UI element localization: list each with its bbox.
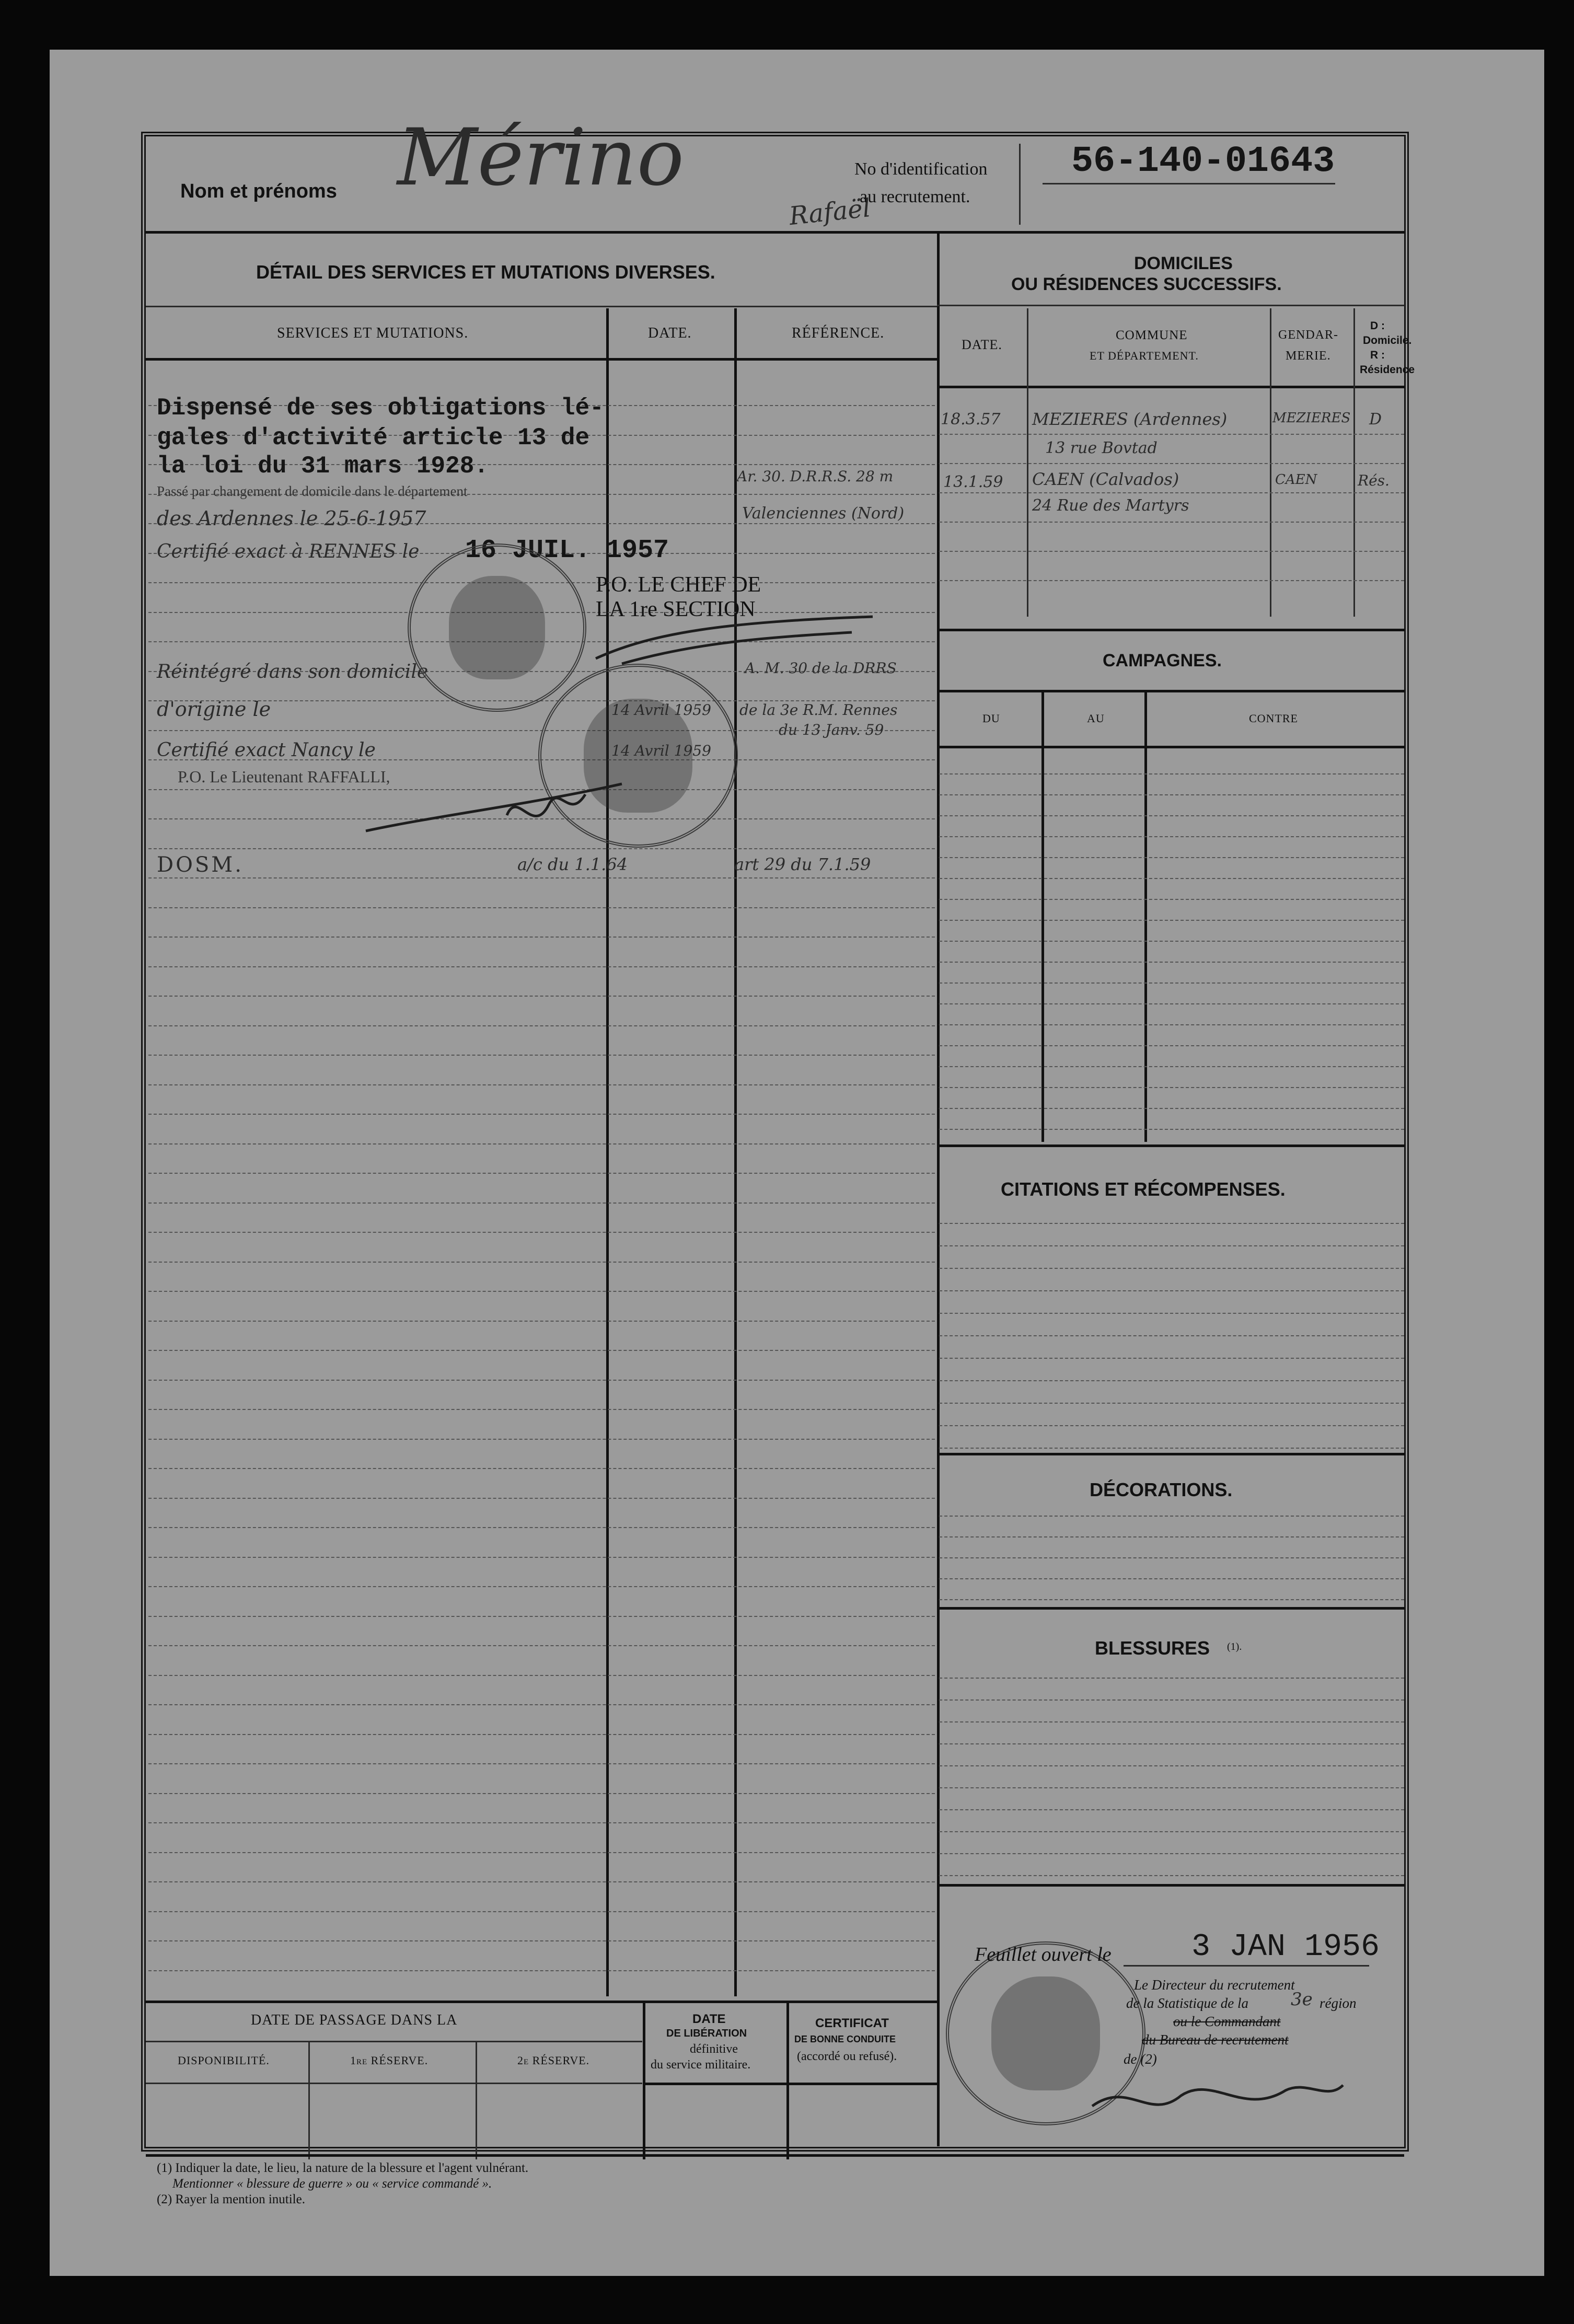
dosm-date: a/c du 1.1.64 bbox=[517, 854, 628, 874]
passe-line: Passé par changement de domicile dans le département bbox=[157, 483, 468, 499]
dom-col-commune-2: ET DÉPARTEMENT. bbox=[1090, 349, 1199, 362]
directeur-line-4: du Bureau de recrutement bbox=[1142, 2032, 1289, 2048]
ruled-line bbox=[939, 434, 1404, 435]
id-label-1: No d'identification bbox=[854, 159, 988, 179]
feuillet-date-underline bbox=[1124, 1965, 1369, 1967]
ruled-line bbox=[148, 1498, 935, 1499]
ruled-line bbox=[939, 1003, 1404, 1004]
id-underline bbox=[1043, 183, 1335, 184]
col-services: SERVICES ET MUTATIONS. bbox=[277, 325, 469, 341]
ruled-line bbox=[939, 1853, 1404, 1854]
ruled-line bbox=[939, 1809, 1404, 1810]
ruled-line bbox=[939, 1087, 1404, 1088]
ruled-line bbox=[939, 580, 1404, 581]
certificat-line-1: CERTIFICAT bbox=[815, 2016, 889, 2030]
feuillet-label: Feuillet ouvert le bbox=[975, 1944, 1112, 1965]
ruled-line bbox=[148, 1380, 935, 1381]
bottom-table-bottom-rule bbox=[146, 2154, 1404, 2157]
ruled-line bbox=[939, 899, 1404, 900]
date-avril-2: 14 Avril 1959 bbox=[611, 742, 711, 759]
liberation-header-rule bbox=[643, 2083, 937, 2085]
ruled-line bbox=[148, 877, 935, 878]
dom-r2-d: Rés. bbox=[1358, 472, 1390, 489]
ruled-line bbox=[939, 1335, 1404, 1336]
directeur-line-5: de (2) bbox=[1124, 2051, 1157, 2067]
camp-col-au: AU bbox=[1087, 712, 1105, 725]
ruled-line bbox=[148, 1291, 935, 1292]
ruled-line bbox=[148, 1203, 935, 1204]
feuillet-top-rule bbox=[937, 1884, 1405, 1887]
ruled-line bbox=[939, 1557, 1404, 1558]
services-title: DÉTAIL DES SERVICES ET MUTATIONS DIVERSES. bbox=[256, 261, 715, 283]
ruled-line bbox=[148, 1852, 935, 1853]
rennes-date-stamp: 16 JUIL. 1957 bbox=[465, 536, 669, 565]
ruled-line bbox=[939, 1066, 1404, 1067]
camp-col-line-2 bbox=[1144, 692, 1147, 1142]
col-disponibilite: DISPONIBILITÉ. bbox=[178, 2054, 270, 2067]
chef-line-2: LA 1re SECTION bbox=[596, 597, 756, 621]
dom-col-d-4: Résidence bbox=[1360, 364, 1415, 376]
campagnes-title-rule bbox=[937, 690, 1405, 692]
nom-label: Nom et prénoms bbox=[180, 180, 337, 202]
dom-r1-date: 18.3.57 bbox=[941, 410, 1001, 429]
bottom-col-line-4 bbox=[476, 2041, 477, 2159]
decorations-title: DÉCORATIONS. bbox=[1090, 1479, 1233, 1500]
ruled-line bbox=[148, 1262, 935, 1263]
ruled-line bbox=[148, 1173, 935, 1174]
bottom-table-top-rule bbox=[146, 2001, 937, 2003]
dosm-entry: DOSM. bbox=[157, 853, 244, 877]
directeur-line-3: ou le Commandant bbox=[1173, 2014, 1281, 2029]
ruled-line bbox=[939, 1313, 1404, 1314]
ruled-line bbox=[148, 1911, 935, 1912]
ruled-line bbox=[939, 1765, 1404, 1766]
domiciles-title-rule bbox=[937, 305, 1405, 306]
ruled-line bbox=[939, 962, 1404, 963]
ruled-line bbox=[939, 1290, 1404, 1291]
ref-entry-5: du 13 Janv. 59 bbox=[779, 721, 884, 738]
ruled-line bbox=[939, 773, 1404, 774]
ruled-line bbox=[148, 1084, 935, 1085]
camp-col-du: DU bbox=[982, 712, 1000, 725]
blessures-note-ref: (1). bbox=[1227, 1641, 1242, 1652]
ruled-line bbox=[939, 794, 1404, 795]
services-header-rule bbox=[146, 358, 937, 361]
service-line-1: Dispensé de ses obligations lé- bbox=[157, 395, 604, 422]
ruled-line bbox=[939, 1743, 1404, 1744]
ruled-line bbox=[148, 1586, 935, 1587]
ruled-line bbox=[939, 492, 1404, 493]
date-avril-1: 14 Avril 1959 bbox=[611, 701, 711, 719]
ruled-line bbox=[939, 1380, 1404, 1381]
ruled-line bbox=[148, 1557, 935, 1558]
ruled-line bbox=[148, 1734, 935, 1735]
campagnes-header-rule bbox=[937, 746, 1405, 748]
domiciles-title-1: DOMICILES bbox=[1134, 253, 1233, 273]
dom-r2-date: 13.1.59 bbox=[943, 473, 1003, 491]
main-divider bbox=[937, 234, 940, 2146]
ruled-line bbox=[148, 1527, 935, 1528]
ruled-line bbox=[148, 1970, 935, 1971]
liberation-line-3: définitive bbox=[690, 2042, 738, 2056]
bottom-col-line-1 bbox=[643, 2003, 645, 2159]
ruled-line bbox=[148, 1232, 935, 1233]
ruled-line bbox=[939, 1721, 1404, 1722]
dom-col-d-1: D : bbox=[1370, 320, 1385, 332]
service-line-2: gales d'activité article 13 de bbox=[157, 424, 590, 452]
ruled-line bbox=[148, 1321, 935, 1322]
dom-r1-commune: MEZIERES (Ardennes) bbox=[1032, 409, 1228, 429]
ruled-line bbox=[939, 982, 1404, 984]
liberation-line-1: DATE bbox=[692, 2012, 726, 2026]
ruled-line bbox=[148, 1055, 935, 1056]
ardennes-entry: des Ardennes le 25-6-1957 bbox=[157, 507, 426, 530]
ruled-line bbox=[939, 551, 1404, 552]
ruled-line bbox=[939, 522, 1404, 523]
first-name: Rafaël bbox=[788, 193, 872, 231]
dom-r1-gendarmerie: MEZIERES bbox=[1272, 410, 1351, 426]
dom-col-commune-1: COMMUNE bbox=[1116, 328, 1188, 342]
bottom-col-line-3 bbox=[308, 2041, 310, 2159]
directeur-line-2: de la Statistique de la bbox=[1126, 1995, 1248, 2011]
ruled-line bbox=[148, 1616, 935, 1617]
ruled-line bbox=[148, 1881, 935, 1882]
ruled-line bbox=[939, 941, 1404, 942]
reserve-header-rule bbox=[146, 2083, 642, 2084]
blessures-title: BLESSURES bbox=[1095, 1637, 1210, 1659]
col-date: DATE. bbox=[648, 325, 692, 341]
ruled-line bbox=[939, 857, 1404, 858]
ruled-line bbox=[939, 920, 1404, 921]
certifie-nancy: Certifié exact Nancy le bbox=[157, 739, 376, 761]
ruled-line bbox=[939, 1516, 1404, 1517]
ruled-line bbox=[148, 936, 935, 938]
ruled-line bbox=[939, 836, 1404, 837]
ruled-line bbox=[939, 463, 1404, 464]
ruled-line bbox=[939, 1045, 1404, 1046]
camp-col-contre: CONTRE bbox=[1249, 712, 1298, 725]
ruled-line bbox=[148, 1409, 935, 1410]
ruled-line bbox=[148, 1350, 935, 1351]
feuillet-date: 3 JAN 1956 bbox=[1191, 1929, 1380, 1965]
ruled-line bbox=[148, 1468, 935, 1469]
signature-scribble-2 bbox=[361, 773, 632, 841]
domiciles-title-2: OU RÉSIDENCES SUCCESSIFS. bbox=[1011, 274, 1282, 294]
ruled-line bbox=[939, 1425, 1404, 1426]
dom-col-d-3: R : bbox=[1370, 349, 1385, 361]
id-number: 56-140-01643 bbox=[1071, 141, 1335, 182]
footnote-3: (2) Rayer la mention inutile. bbox=[157, 2192, 305, 2206]
chef-line-1: P.O. LE CHEF DE bbox=[596, 573, 761, 597]
directeur-line-1: Le Directeur du recrutement bbox=[1134, 1977, 1295, 1993]
ruled-line bbox=[939, 1268, 1404, 1269]
dom-r2-gendarmerie: CAEN bbox=[1275, 472, 1317, 488]
ruled-line bbox=[148, 907, 935, 908]
ruled-line bbox=[148, 1025, 935, 1026]
ruled-line bbox=[939, 1599, 1404, 1600]
certifie-rennes: Certifié exact à RENNES le bbox=[157, 541, 420, 562]
ruled-line bbox=[148, 1645, 935, 1646]
ruled-line bbox=[939, 1787, 1404, 1788]
dom-r2-address: 24 Rue des Martyrs bbox=[1032, 496, 1189, 515]
ruled-line bbox=[939, 878, 1404, 879]
ruled-line bbox=[939, 1129, 1404, 1130]
lieutenant-signature-line: P.O. Le Lieutenant RAFFALLI, bbox=[178, 767, 390, 786]
ruled-line bbox=[939, 1536, 1404, 1537]
dom-col-date: DATE. bbox=[962, 337, 1002, 352]
services-title-rule bbox=[146, 306, 937, 307]
ruled-line bbox=[939, 1831, 1404, 1832]
camp-col-line-1 bbox=[1041, 692, 1044, 1142]
ruled-line bbox=[939, 1223, 1404, 1224]
footnote-1: (1) Indiquer la date, le lieu, la nature de la blessure et l'agent vulnérant. bbox=[157, 2161, 529, 2175]
ruled-line bbox=[939, 1678, 1404, 1679]
ruled-line bbox=[148, 1940, 935, 1941]
ruled-line bbox=[939, 815, 1404, 816]
ruled-line bbox=[939, 1578, 1404, 1579]
campagnes-title: CAMPAGNES. bbox=[1103, 651, 1222, 670]
ruled-line bbox=[148, 848, 935, 849]
domiciles-header-rule bbox=[937, 386, 1405, 388]
surname: Mérino bbox=[397, 112, 684, 203]
ref-entry-1: Ar. 30. D.R.R.S. 28 m bbox=[737, 468, 894, 485]
ref-entry-3: A. M. 30 de la DRRS bbox=[745, 660, 897, 677]
liberation-line-2: DE LIBÉRATION bbox=[666, 2028, 747, 2039]
blessures-top-rule bbox=[937, 1607, 1405, 1610]
signature-scribble-3 bbox=[1087, 2069, 1348, 2127]
directeur-region-word: région bbox=[1320, 1995, 1357, 2011]
ruled-line bbox=[939, 1245, 1404, 1246]
ruled-line bbox=[939, 1699, 1404, 1701]
bottom-col-line-2 bbox=[786, 2003, 789, 2159]
ruled-line bbox=[148, 1793, 935, 1794]
certificat-line-3: (accordé ou refusé). bbox=[797, 2050, 897, 2063]
citations-title: CITATIONS ET RÉCOMPENSES. bbox=[1001, 1178, 1286, 1200]
ref-col-line bbox=[734, 308, 737, 1996]
id-label-2: au recrutement. bbox=[860, 187, 970, 206]
footnote-2: Mentionner « blessure de guerre » ou « service commandé ». bbox=[172, 2177, 492, 2191]
ruled-line bbox=[939, 1024, 1404, 1025]
col-1re-reserve: 1re RÉSERVE. bbox=[350, 2054, 429, 2067]
ruled-line bbox=[939, 1358, 1404, 1359]
ruled-line bbox=[148, 966, 935, 967]
ruled-line bbox=[148, 1114, 935, 1115]
ruled-line bbox=[148, 1439, 935, 1440]
col-reference: RÉFÉRENCE. bbox=[792, 325, 885, 341]
dom-col-line-2 bbox=[1270, 308, 1271, 617]
service-line-3: la loi du 31 mars 1928. bbox=[157, 453, 489, 480]
decorations-top-rule bbox=[937, 1453, 1405, 1455]
passage-rule bbox=[146, 2041, 642, 2042]
certificat-line-2: DE BONNE CONDUITE bbox=[794, 2034, 896, 2044]
reintegre-line-1: Réintégré dans son domicile bbox=[157, 661, 429, 683]
ruled-line bbox=[148, 1675, 935, 1676]
directeur-region-num: 3e bbox=[1291, 1989, 1313, 2010]
dom-col-gend-1: GENDAR- bbox=[1278, 328, 1338, 342]
ruled-line bbox=[148, 1143, 935, 1144]
ruled-line bbox=[148, 1822, 935, 1823]
dom-r2-commune: CAEN (Calvados) bbox=[1032, 469, 1179, 489]
citations-top-rule bbox=[937, 1144, 1405, 1147]
passage-title: DATE DE PASSAGE DANS LA bbox=[251, 2012, 458, 2028]
id-bracket bbox=[1019, 144, 1021, 225]
signature-scribble-1 bbox=[591, 611, 883, 674]
ruled-line bbox=[148, 1704, 935, 1705]
dom-col-d-2: Domicile. bbox=[1363, 334, 1412, 346]
ref-entry-4: de la 3e R.M. Rennes bbox=[739, 701, 898, 719]
ruled-line bbox=[148, 996, 935, 997]
official-seal-rennes bbox=[408, 544, 586, 712]
ruled-line bbox=[939, 1875, 1404, 1876]
ruled-line bbox=[148, 1763, 935, 1764]
ruled-line bbox=[939, 1108, 1404, 1109]
ruled-line bbox=[939, 1448, 1404, 1449]
dom-r1-address: 13 rue Bovtad bbox=[1045, 439, 1158, 457]
dom-col-line-1 bbox=[1027, 308, 1028, 617]
ref-entry-2: Valenciennes (Nord) bbox=[742, 504, 905, 523]
header-rule bbox=[146, 231, 1404, 234]
ruled-line bbox=[939, 1403, 1404, 1404]
dom-col-line-3 bbox=[1353, 308, 1355, 617]
dosm-ref: art 29 du 7.1.59 bbox=[734, 854, 871, 874]
dom-r1-d: D bbox=[1369, 410, 1382, 429]
liberation-line-4: du service militaire. bbox=[651, 2058, 751, 2072]
campagnes-top-rule bbox=[937, 629, 1405, 631]
reintegre-line-2: d'origine le bbox=[157, 698, 271, 721]
col-2e-reserve: 2e RÉSERVE. bbox=[517, 2054, 590, 2067]
dom-col-gend-2: MERIE. bbox=[1286, 349, 1331, 363]
